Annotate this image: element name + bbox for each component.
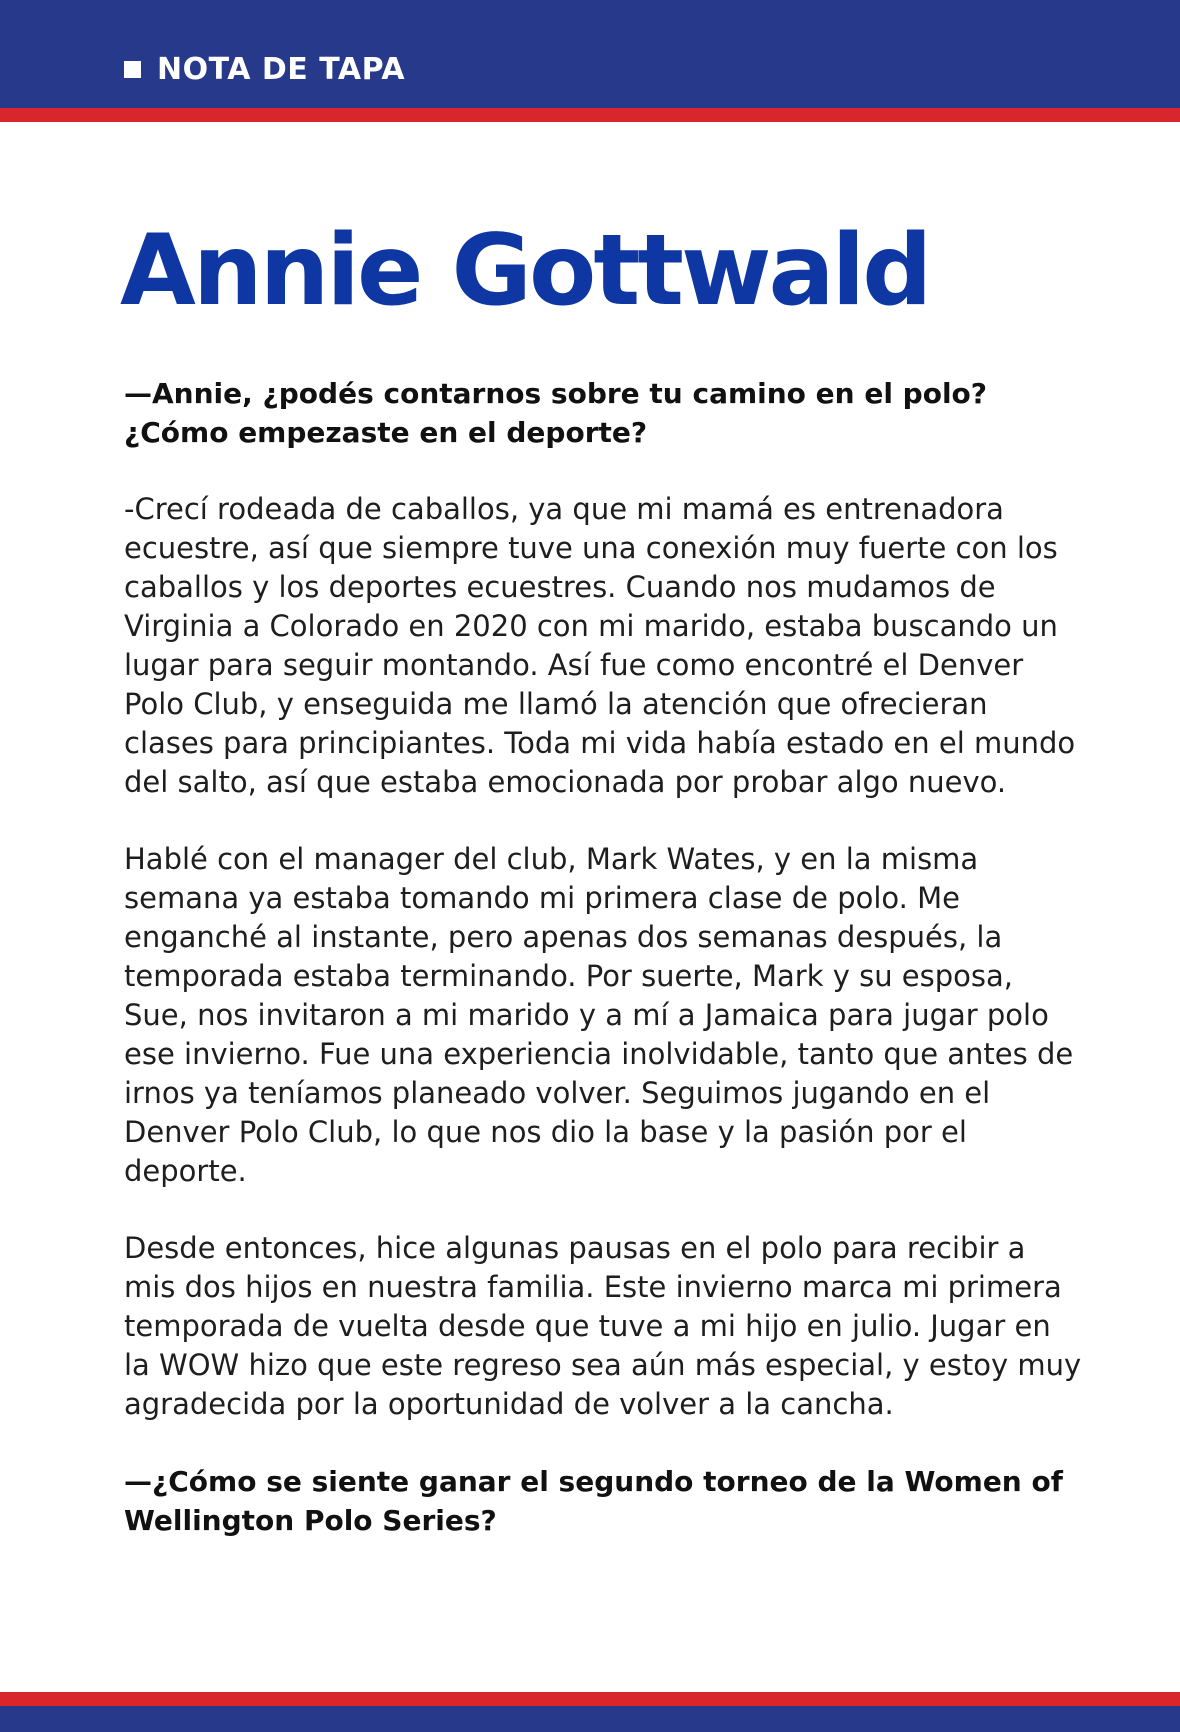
article-title: Annie Gottwald <box>120 214 930 328</box>
square-bullet-icon <box>124 61 141 78</box>
interview-question: —¿Cómo se siente ganar el segundo torneo de la Women of Wellington Polo Series? <box>124 1465 1063 1537</box>
footer-stripe <box>0 1692 1180 1706</box>
answer-paragraph: -Crecí rodeada de caballos, ya que mi mamá es entrenadora ecuestre, así que siempre tuve una conexión muy fuerte con los caballos y los deportes ecuestres. Cuando nos mudamos de Virginia a Colorado en 2020 con mi marido, estaba buscando un lugar para seguir montando. Así fue como encontré el Denver Polo Club, y enseguida me llamó la atención que ofrecieran clases para principiantes. Toda mi vida había estado en el mundo del salto, así que estaba emocionada por probar algo nuevo. <box>124 492 1076 799</box>
section-label <box>124 52 405 87</box>
footer-band <box>0 1706 1180 1732</box>
header-stripe <box>0 108 1180 122</box>
article-body <box>124 374 1084 1540</box>
answer-paragraph: Desde entonces, hice algunas pausas en el polo para recibir a mis dos hijos en nuestra familia. Este invierno marca mi primera temporada de vuelta desde que tuve a mi hijo en julio. Jugar en la WOW hizo que este regreso sea aún más especial, y estoy muy agradecida por la oportunidad de volver a la cancha. <box>124 1231 1082 1421</box>
interview-question: —Annie, ¿podés contarnos sobre tu camino en el polo? ¿Cómo empezaste en el deporte? <box>124 377 988 449</box>
answer-paragraph: Hablé con el manager del club, Mark Wates, y en la misma semana ya estaba tomando mi primera clase de polo. Me enganché al instante, pero apenas dos semanas después, la temporada estaba terminando. Por suerte, Mark y su esposa, Sue, nos invitaron a mi marido y a mí a Jamaica para jugar polo ese invierno. Fue una experiencia inolvidable, tanto que antes de irnos ya teníamos planeado volver. Seguimos jugando en el Denver Polo Club, lo que nos dio la base y la pasión por el deporte. <box>124 842 1074 1188</box>
section-label-text: NOTA DE TAPA <box>157 52 406 87</box>
